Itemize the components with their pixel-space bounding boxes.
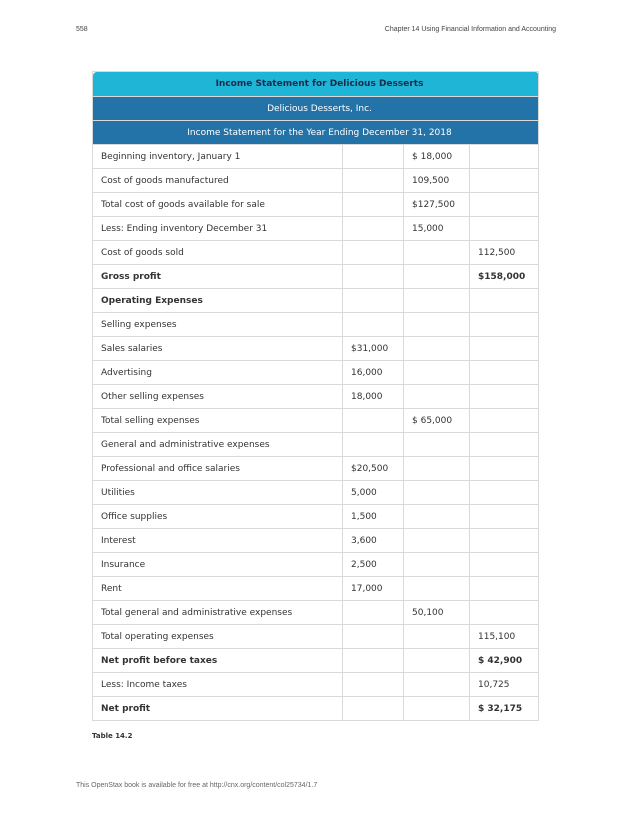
table-row (93, 529, 539, 553)
company-name: Delicious Desserts, Inc. (93, 97, 539, 121)
statement-body (93, 145, 539, 721)
amount-col-3: 115,100 (470, 625, 539, 649)
amount-col-1 (343, 217, 404, 241)
amount-col-3 (470, 169, 539, 193)
table-row (93, 289, 539, 313)
amount-col-2 (404, 553, 470, 577)
table-row (93, 673, 539, 697)
row-label: Selling expenses (93, 313, 343, 337)
table-row (93, 265, 539, 289)
table-row (93, 361, 539, 385)
row-label: Insurance (93, 553, 343, 577)
row-label: Office supplies (93, 505, 343, 529)
amount-col-1 (343, 409, 404, 433)
table-row (93, 601, 539, 625)
amount-col-3 (470, 313, 539, 337)
amount-col-3: 10,725 (470, 673, 539, 697)
amount-col-1 (343, 241, 404, 265)
row-label: Other selling expenses (93, 385, 343, 409)
amount-col-3 (470, 409, 539, 433)
amount-col-2 (404, 481, 470, 505)
amount-col-2 (404, 649, 470, 673)
amount-col-1: 16,000 (343, 361, 404, 385)
table-row (93, 193, 539, 217)
amount-col-3 (470, 361, 539, 385)
amount-col-3 (470, 385, 539, 409)
amount-col-1 (343, 649, 404, 673)
statement-period: Income Statement for the Year Ending December 31, 2018 (93, 121, 539, 145)
row-label: Sales salaries (93, 337, 343, 361)
amount-col-1: 18,000 (343, 385, 404, 409)
amount-col-1: 5,000 (343, 481, 404, 505)
row-label: Less: Ending inventory December 31 (93, 217, 343, 241)
amount-col-2 (404, 529, 470, 553)
amount-col-2 (404, 457, 470, 481)
table-row (93, 577, 539, 601)
amount-col-1: 3,600 (343, 529, 404, 553)
income-statement-table (92, 71, 539, 721)
row-label: Professional and office salaries (93, 457, 343, 481)
amount-col-2: $ 65,000 (404, 409, 470, 433)
amount-col-1 (343, 625, 404, 649)
amount-col-2 (404, 505, 470, 529)
row-label: Cost of goods manufactured (93, 169, 343, 193)
row-label: Operating Expenses (93, 289, 343, 313)
amount-col-3 (470, 433, 539, 457)
row-label: Less: Income taxes (93, 673, 343, 697)
row-label: General and administrative expenses (93, 433, 343, 457)
row-label: Total operating expenses (93, 625, 343, 649)
amount-col-3 (470, 145, 539, 169)
amount-col-3: $158,000 (470, 265, 539, 289)
amount-col-3: 112,500 (470, 241, 539, 265)
amount-col-2 (404, 241, 470, 265)
amount-col-2 (404, 289, 470, 313)
amount-col-2 (404, 385, 470, 409)
amount-col-3 (470, 553, 539, 577)
row-label: Rent (93, 577, 343, 601)
amount-col-1 (343, 697, 404, 721)
amount-col-2 (404, 577, 470, 601)
company-row (93, 97, 539, 121)
amount-col-2: $ 18,000 (404, 145, 470, 169)
amount-col-2: 109,500 (404, 169, 470, 193)
amount-col-1: 2,500 (343, 553, 404, 577)
row-label: Beginning inventory, January 1 (93, 145, 343, 169)
table-row (93, 505, 539, 529)
amount-col-3 (470, 577, 539, 601)
amount-col-2 (404, 673, 470, 697)
amount-col-1 (343, 193, 404, 217)
amount-col-3: $ 42,900 (470, 649, 539, 673)
table-row (93, 697, 539, 721)
page-number: 558 (76, 26, 88, 33)
amount-col-1 (343, 433, 404, 457)
table-row (93, 553, 539, 577)
amount-col-2 (404, 337, 470, 361)
row-label: Net profit before taxes (93, 649, 343, 673)
amount-col-2: 50,100 (404, 601, 470, 625)
amount-col-1 (343, 265, 404, 289)
table-title: Income Statement for Delicious Desserts (93, 72, 539, 97)
amount-col-1 (343, 313, 404, 337)
row-label: Advertising (93, 361, 343, 385)
amount-col-2: 15,000 (404, 217, 470, 241)
amount-col-3 (470, 601, 539, 625)
amount-col-1 (343, 169, 404, 193)
amount-col-2 (404, 265, 470, 289)
amount-col-3 (470, 481, 539, 505)
row-label: Net profit (93, 697, 343, 721)
amount-col-3 (470, 457, 539, 481)
table-row (93, 481, 539, 505)
amount-col-1 (343, 601, 404, 625)
amount-col-1 (343, 145, 404, 169)
period-row (93, 121, 539, 145)
table-row (93, 241, 539, 265)
table-row (93, 145, 539, 169)
amount-col-1: 1,500 (343, 505, 404, 529)
row-label: Gross profit (93, 265, 343, 289)
amount-col-3 (470, 289, 539, 313)
amount-col-2 (404, 433, 470, 457)
table-row (93, 433, 539, 457)
amount-col-1: $20,500 (343, 457, 404, 481)
row-label: Total selling expenses (93, 409, 343, 433)
row-label: Interest (93, 529, 343, 553)
amount-col-2: $127,500 (404, 193, 470, 217)
table-row (93, 625, 539, 649)
amount-col-2 (404, 697, 470, 721)
footer-note: This OpenStax book is available for free at http://cnx.org/content/col25734/1.7 (76, 782, 318, 789)
amount-col-3: $ 32,175 (470, 697, 539, 721)
amount-col-1: 17,000 (343, 577, 404, 601)
row-label: Cost of goods sold (93, 241, 343, 265)
amount-col-1: $31,000 (343, 337, 404, 361)
table-row (93, 649, 539, 673)
chapter-title: Chapter 14 Using Financial Information and Accounting (384, 26, 556, 33)
amount-col-1 (343, 673, 404, 697)
row-label: Total cost of goods available for sale (93, 193, 343, 217)
table-row (93, 169, 539, 193)
table-row (93, 457, 539, 481)
table-label: Table 14.2 (92, 732, 133, 740)
amount-col-2 (404, 313, 470, 337)
amount-col-2 (404, 625, 470, 649)
row-label: Utilities (93, 481, 343, 505)
amount-col-1 (343, 289, 404, 313)
amount-col-2 (404, 361, 470, 385)
amount-col-3 (470, 505, 539, 529)
table-row (93, 409, 539, 433)
table-caption-row (93, 72, 539, 97)
table-row (93, 217, 539, 241)
amount-col-3 (470, 529, 539, 553)
table-row (93, 385, 539, 409)
row-label: Total general and administrative expenses (93, 601, 343, 625)
table-row (93, 337, 539, 361)
table-row (93, 313, 539, 337)
amount-col-3 (470, 217, 539, 241)
amount-col-3 (470, 193, 539, 217)
amount-col-3 (470, 337, 539, 361)
